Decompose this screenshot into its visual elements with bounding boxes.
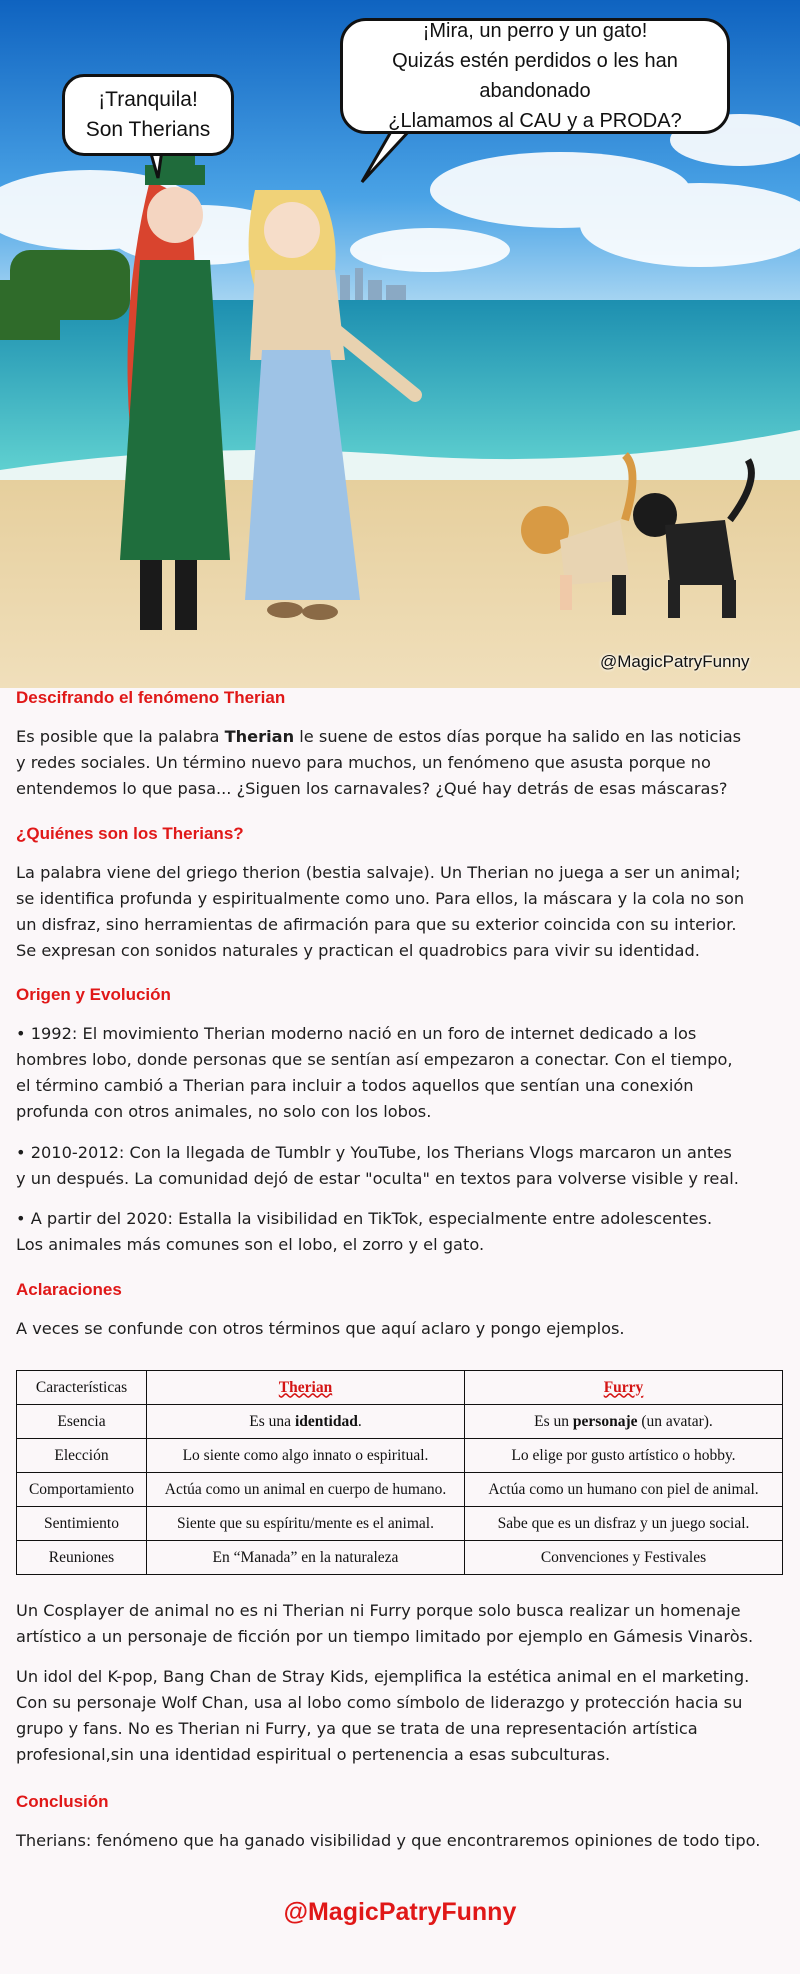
text-run: Es posible que la palabra <box>16 727 225 746</box>
paragraph-line: A veces se confunde con otros términos que aquí aclaro y pongo ejemplos. <box>16 1319 625 1338</box>
paragraph-line: un disfraz, sino herramientas de afirmación para que su exterior coincida con su interior. <box>16 915 737 934</box>
paragraph-line: Un Cosplayer de animal no es ni Therian ni Furry porque solo busca realizar un homenaje <box>16 1601 741 1620</box>
header-furry <box>465 1371 783 1405</box>
paragraph-line: entendemos lo que pasa... ¿Siguen los carnavales? ¿Qué hay detrás de esas máscaras? <box>16 779 728 798</box>
furry-cell: Lo elige por gusto artístico o hobby. <box>465 1439 783 1473</box>
paragraph-conclusion <box>16 1828 776 1854</box>
paragraph-line: se identifica profunda y espiritualmente como uno. Para ellos, la máscara y la cola no son <box>16 889 745 908</box>
furry-cell <box>465 1405 783 1439</box>
cell-text: (un avatar). <box>637 1412 713 1430</box>
paragraph-origin-2020 <box>16 1206 776 1258</box>
therian-heading: Therian <box>278 1378 333 1396</box>
speech-bubble-left <box>62 74 234 156</box>
paragraph-line: • A partir del 2020: Estalla la visibilidad en TikTok, especialmente entre adolescentes. <box>16 1209 713 1228</box>
paragraph-cosplay <box>16 1598 776 1650</box>
row-label: Sentimiento <box>17 1507 147 1541</box>
paragraph-line: • 1992: El movimiento Therian moderno nació en un foro de internet dedicado a los <box>16 1024 697 1043</box>
table-row <box>17 1473 783 1507</box>
table-row <box>17 1507 783 1541</box>
therian-cell <box>147 1405 465 1439</box>
paragraph-line: y redes sociales. Un término nuevo para muchos, un fenómeno que asusta porque no <box>16 753 711 772</box>
row-label: Comportamiento <box>17 1473 147 1507</box>
heading-who: ¿Quiénes son los Therians? <box>16 824 244 843</box>
therian-cell: Actúa como un animal en cuerpo de humano. <box>147 1473 465 1507</box>
heading-clarifications: Aclaraciones <box>16 1280 122 1299</box>
furry-heading: Furry <box>603 1378 644 1396</box>
therian-cell: En “Manada” en la naturaleza <box>147 1541 465 1575</box>
table-header-row <box>17 1371 783 1405</box>
paragraph-line: Se expresan con sonidos naturales y practican el quadrobics para vivir su identidad. <box>16 941 700 960</box>
bubble-right-line: Quizás estén perdidos o les han abandonado <box>392 50 678 102</box>
furry-cell: Sabe que es un disfraz y un juego social. <box>465 1507 783 1541</box>
heading-conclusion: Conclusión <box>16 1792 109 1811</box>
paragraph-line: hombres lobo, donde personas que se sentían así empezaron a conectar. Con el tiempo, <box>16 1050 733 1069</box>
keyword-therian: Therian <box>224 727 295 746</box>
paragraph-line <box>16 724 776 750</box>
cell-text: Es una <box>249 1412 295 1430</box>
furry-cell: Convenciones y Festivales <box>465 1541 783 1575</box>
paragraph-line: artístico a un personaje de ficción por un tiempo limitado por ejemplo en Gámesis Vinaròs. <box>16 1627 754 1646</box>
illustration-watermark: @MagicPatryFunny <box>600 652 750 671</box>
bubble-left-line: Son Therians <box>85 118 211 141</box>
comparison-table <box>16 1370 783 1575</box>
heading-origin: Origen y Evolución <box>16 985 171 1004</box>
header-therian <box>147 1371 465 1405</box>
bubble-right-line: ¡Mira, un perro y un gato! <box>422 20 648 42</box>
comic-illustration <box>0 0 800 688</box>
row-label: Esencia <box>17 1405 147 1439</box>
furry-cell: Actúa como un humano con piel de animal. <box>465 1473 783 1507</box>
paragraph-line: Con su personaje Wolf Chan, usa al lobo como símbolo de liderazgo y protección hacia su <box>16 1693 743 1712</box>
therian-cell: Lo siente como algo innato o espiritual. <box>147 1439 465 1473</box>
paragraph-line: grupo y fans. No es Therian ni Furry, ya que se trata de una representación artística <box>16 1719 698 1738</box>
text-run: le suene de estos días porque ha salido en las noticias <box>294 727 742 746</box>
table-row <box>17 1405 783 1439</box>
cell-emphasis: personaje <box>572 1412 638 1430</box>
paragraph-line: profesional,sin una identidad espiritual o pertenencia a esas subculturas. <box>16 1745 611 1764</box>
paragraph-line: Los animales más comunes son el lobo, el zorro y el gato. <box>16 1235 485 1254</box>
cell-emphasis: identidad <box>294 1412 358 1430</box>
heading-intro: Descifrando el fenómeno Therian <box>16 688 286 707</box>
cell-text: . <box>357 1412 362 1430</box>
header-characteristics: Características <box>17 1371 147 1405</box>
speech-bubble-right <box>340 18 730 134</box>
paragraph-line: profunda con otros animales, no solo con los lobos. <box>16 1102 432 1121</box>
paragraph-kpop <box>16 1664 776 1768</box>
bubble-right-line: ¿Llamamos al CAU y a PRODA? <box>388 110 682 132</box>
paragraph-line: La palabra viene del griego therion (bestia salvaje). Un Therian no juega a ser un animal; <box>16 863 741 882</box>
footer-handle[interactable]: @MagicPatryFunny <box>283 1898 517 1926</box>
table-row <box>17 1541 783 1575</box>
paragraph-line: • 2010-2012: Con la llegada de Tumblr y YouTube, los Therians Vlogs marcaron un antes <box>16 1143 732 1162</box>
paragraph-line: Un idol del K-pop, Bang Chan de Stray Kids, ejemplifica la estética animal en el marketing. <box>16 1667 750 1686</box>
paragraph-origin-2010 <box>16 1140 776 1192</box>
bubble-left-line: ¡Tranquila! <box>98 88 198 111</box>
paragraph-line: el término cambió a Therian para incluir a todos aquellos que sentían una conexión <box>16 1076 694 1095</box>
cell-text: Es un <box>534 1412 573 1430</box>
table-row <box>17 1439 783 1473</box>
paragraph-origin-1992 <box>16 1021 776 1125</box>
paragraph-clarify <box>16 1316 776 1342</box>
therian-cell: Siente que su espíritu/mente es el animal. <box>147 1507 465 1541</box>
row-label: Reuniones <box>17 1541 147 1575</box>
paragraph-line: y un después. La comunidad dejó de estar "oculta" en textos para volverse visible y real. <box>16 1169 739 1188</box>
paragraph-who <box>16 860 776 964</box>
row-label: Elección <box>17 1439 147 1473</box>
paragraph-line: Therians: fenómeno que ha ganado visibilidad y que encontraremos opiniones de todo tipo. <box>16 1831 761 1850</box>
paragraph-intro <box>16 724 776 802</box>
